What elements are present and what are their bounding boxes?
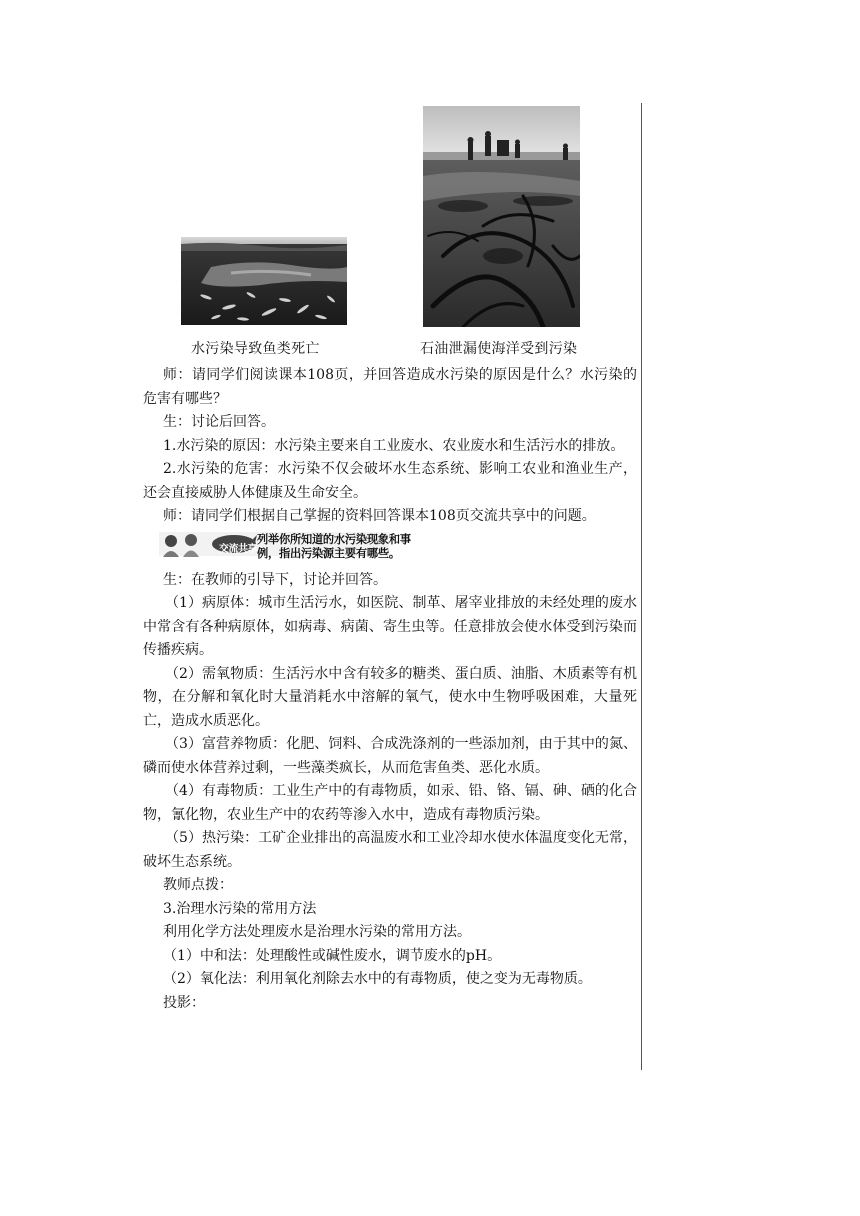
teacher-question: 师：请同学们阅读课本108页，并回答造成水污染的原因是什么？水污染的危害有哪些？	[143, 367, 637, 407]
banner-text	[257, 533, 411, 561]
student-discussion: 生：在教师的引导下，讨论并回答。	[163, 571, 387, 588]
pathogen-item: （1）病原体：城市生活污水，如医院、制革、屠宰业排放的未经处理的废水中常含有各种病原体，如病毒、病菌、寄生虫等。任意排放会使水体受到污染而传播疾病。	[143, 595, 637, 658]
section-heading-treatment: 3.治理水污染的常用方法	[163, 900, 317, 917]
lesson-body	[143, 364, 637, 1015]
oxygen-demand-item: （2）需氧物质：生活污水中含有较多的糖类、蛋白质、油脂、木质素等有机物，在分解和氧化时大量消耗水中溶解的氧气，使水中生物呼吸困难，大量死亡，造成水质恶化。	[143, 665, 637, 729]
teacher-guidance: 教师点拨：	[163, 877, 233, 893]
neutralization-method: （1）中和法：处理酸性或碱性废水，调节废水的pH。	[163, 947, 502, 964]
oil-spill-photo	[423, 106, 580, 327]
oil-photo-caption: 石油泄漏使海洋受到污染	[420, 341, 578, 357]
projection-label: 投影：	[163, 994, 205, 1011]
student-response: 生：讨论后回答。	[163, 414, 275, 430]
treatment-intro: 利用化学方法处理废水是治理水污染的常用方法。	[163, 924, 471, 940]
dead-fish-photo	[181, 237, 347, 325]
banner-text-line2: 例，指出污染源主要有哪些。	[257, 546, 400, 560]
banner-label: 交流共享	[219, 543, 257, 555]
teacher-prompt: 师：请同学们根据自己掌握的资料回答课本108页交流共享中的问题。	[163, 508, 596, 524]
thermal-item: （5）热污染：工矿企业排出的高温废水和工业冷却水使水体温度变化无常，破坏生态系统。	[143, 830, 637, 870]
table-border-line	[641, 103, 642, 1070]
banner-text-line1: 列举你所知道的水污染现象和事	[257, 532, 411, 546]
pollution-causes: 1.水污染的原因：水污染主要来自工业废水、农业废水和生活污水的排放。	[163, 437, 625, 454]
nutrients-item: （3）富营养物质：化肥、饲料、合成洗涤剂的一些添加剂，由于其中的氮、磷而使水体营养过剩，一些藻类疯长，从而危害鱼类、恶化水质。	[143, 736, 637, 776]
fish-photo-caption: 水污染导致鱼类死亡	[191, 341, 320, 357]
pollution-harms: 2.水污染的危害：水污染不仅会破坏水生态系统、影响工农业和渔业生产，还会直接威胁人体健康及生命安全。	[143, 461, 637, 501]
toxic-item: （4）有毒物质：工业生产中的有毒物质，如汞、铅、铬、镉、砷、硒的化合物，氰化物，农业生产中的农药等渗入水中，造成有毒物质污染。	[143, 783, 637, 823]
oxidation-method: （2）氧化法：利用氧化剂除去水中的有毒物质，使之变为无毒物质。	[163, 971, 592, 987]
exchange-share-banner	[159, 529, 637, 565]
